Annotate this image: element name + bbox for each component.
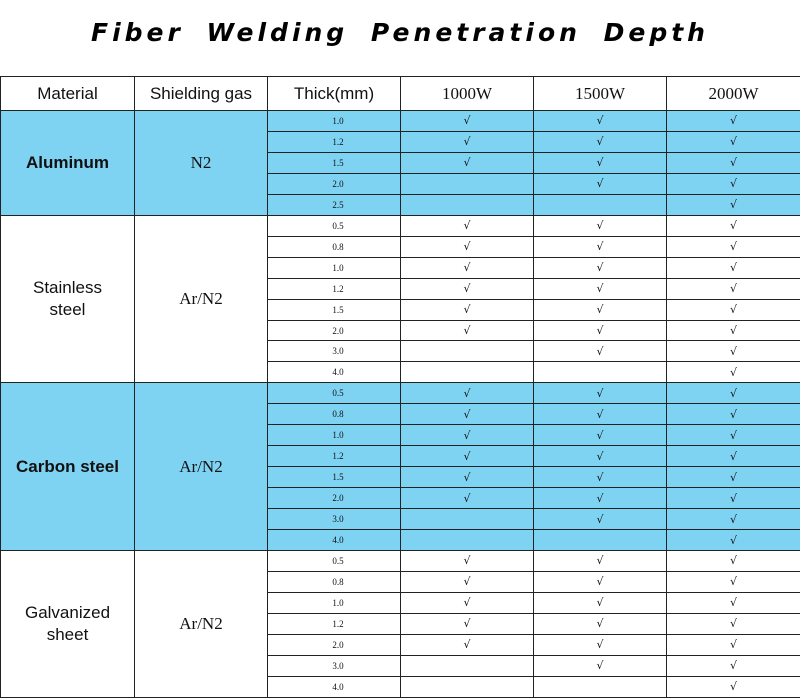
check-mark-cell-1500w: √ (534, 215, 667, 236)
check-mark-cell-1500w (534, 194, 667, 215)
thickness-cell: 0.5 (268, 215, 401, 236)
check-mark-cell-1000w (401, 194, 534, 215)
check-mark-cell-2000w: √ (667, 676, 800, 697)
material-cell: Galvanized sheet (1, 551, 135, 698)
shielding-gas-cell: Ar/N2 (135, 215, 268, 383)
thickness-cell: 0.8 (268, 404, 401, 425)
check-mark-cell-1000w: √ (401, 613, 534, 634)
check-mark-cell-1500w (534, 676, 667, 697)
check-mark-cell-1000w: √ (401, 571, 534, 592)
check-mark-cell-1000w (401, 341, 534, 362)
check-mark-cell-2000w: √ (667, 488, 800, 509)
check-mark-cell-2000w: √ (667, 551, 800, 572)
shielding-gas-cell: Ar/N2 (135, 551, 268, 698)
check-mark-cell-1000w (401, 362, 534, 383)
thickness-cell: 1.5 (268, 467, 401, 488)
check-mark-cell-2000w: √ (667, 111, 800, 132)
header-1500w: 1500W (534, 77, 667, 111)
thickness-cell: 0.5 (268, 383, 401, 404)
check-mark-cell-1500w: √ (534, 152, 667, 173)
check-mark-cell-1500w: √ (534, 341, 667, 362)
table-row (1, 383, 800, 404)
check-mark-cell-1500w: √ (534, 173, 667, 194)
check-mark-cell-2000w: √ (667, 655, 800, 676)
thickness-cell: 1.0 (268, 257, 401, 278)
check-mark-cell-2000w: √ (667, 320, 800, 341)
thickness-cell: 1.2 (268, 613, 401, 634)
check-mark-cell-1000w: √ (401, 152, 534, 173)
thickness-cell: 1.0 (268, 111, 401, 132)
check-mark-cell-1500w: √ (534, 425, 667, 446)
check-mark-cell-1500w: √ (534, 592, 667, 613)
check-mark-cell-1000w (401, 509, 534, 530)
check-mark-cell-2000w: √ (667, 299, 800, 320)
header-row (1, 77, 800, 111)
header-1000w: 1000W (401, 77, 534, 111)
table-row (1, 551, 800, 572)
thickness-cell: 1.2 (268, 446, 401, 467)
table-row (1, 215, 800, 236)
check-mark-cell-2000w: √ (667, 383, 800, 404)
check-mark-cell-1500w: √ (534, 467, 667, 488)
check-mark-cell-2000w: √ (667, 509, 800, 530)
check-mark-cell-1000w (401, 676, 534, 697)
check-mark-cell-1000w: √ (401, 467, 534, 488)
thickness-cell: 1.5 (268, 299, 401, 320)
check-mark-cell-1000w: √ (401, 236, 534, 257)
check-mark-cell-1500w: √ (534, 111, 667, 132)
check-mark-cell-1000w: √ (401, 111, 534, 132)
check-mark-cell-2000w: √ (667, 467, 800, 488)
check-mark-cell-1500w: √ (534, 404, 667, 425)
check-mark-cell-1500w: √ (534, 320, 667, 341)
check-mark-cell-2000w: √ (667, 362, 800, 383)
check-mark-cell-1000w: √ (401, 592, 534, 613)
thickness-cell: 0.5 (268, 551, 401, 572)
thickness-cell: 1.2 (268, 131, 401, 152)
material-cell: Stainless steel (1, 215, 135, 383)
thickness-cell: 1.0 (268, 592, 401, 613)
check-mark-cell-2000w: √ (667, 425, 800, 446)
check-mark-cell-1500w: √ (534, 383, 667, 404)
check-mark-cell-1000w (401, 173, 534, 194)
check-mark-cell-2000w: √ (667, 236, 800, 257)
thickness-cell: 2.5 (268, 194, 401, 215)
check-mark-cell-1000w: √ (401, 425, 534, 446)
check-mark-cell-1000w: √ (401, 257, 534, 278)
check-mark-cell-1000w: √ (401, 634, 534, 655)
thickness-cell: 3.0 (268, 655, 401, 676)
thickness-cell: 2.0 (268, 173, 401, 194)
table-row (1, 111, 800, 132)
thickness-cell: 2.0 (268, 634, 401, 655)
header-material: Material (1, 77, 135, 111)
material-cell: Carbon steel (1, 383, 135, 551)
header-thickness: Thick(mm) (268, 77, 401, 111)
check-mark-cell-1500w: √ (534, 257, 667, 278)
check-mark-cell-1500w: √ (534, 509, 667, 530)
thickness-cell: 1.2 (268, 278, 401, 299)
thickness-cell: 2.0 (268, 488, 401, 509)
check-mark-cell-1000w (401, 655, 534, 676)
check-mark-cell-2000w: √ (667, 152, 800, 173)
check-mark-cell-1500w: √ (534, 446, 667, 467)
check-mark-cell-2000w: √ (667, 592, 800, 613)
check-mark-cell-1000w: √ (401, 131, 534, 152)
check-mark-cell-2000w: √ (667, 194, 800, 215)
material-cell: Aluminum (1, 111, 135, 216)
check-mark-cell-1500w: √ (534, 655, 667, 676)
check-mark-cell-1500w: √ (534, 613, 667, 634)
check-mark-cell-1000w (401, 530, 534, 551)
thickness-cell: 4.0 (268, 676, 401, 697)
check-mark-cell-1500w (534, 362, 667, 383)
thickness-cell: 4.0 (268, 362, 401, 383)
check-mark-cell-1000w: √ (401, 551, 534, 572)
check-mark-cell-1500w: √ (534, 278, 667, 299)
check-mark-cell-2000w: √ (667, 634, 800, 655)
check-mark-cell-1000w: √ (401, 278, 534, 299)
check-mark-cell-2000w: √ (667, 530, 800, 551)
check-mark-cell-2000w: √ (667, 173, 800, 194)
check-mark-cell-2000w: √ (667, 257, 800, 278)
check-mark-cell-1000w: √ (401, 488, 534, 509)
check-mark-cell-2000w: √ (667, 446, 800, 467)
check-mark-cell-2000w: √ (667, 341, 800, 362)
shielding-gas-cell: N2 (135, 111, 268, 216)
penetration-table (0, 76, 800, 698)
check-mark-cell-1000w: √ (401, 320, 534, 341)
thickness-cell: 1.5 (268, 152, 401, 173)
check-mark-cell-2000w: √ (667, 131, 800, 152)
check-mark-cell-1500w (534, 530, 667, 551)
thickness-cell: 0.8 (268, 236, 401, 257)
check-mark-cell-2000w: √ (667, 404, 800, 425)
check-mark-cell-1500w: √ (534, 488, 667, 509)
thickness-cell: 0.8 (268, 571, 401, 592)
check-mark-cell-1500w: √ (534, 571, 667, 592)
check-mark-cell-1000w: √ (401, 215, 534, 236)
check-mark-cell-2000w: √ (667, 613, 800, 634)
page-title: Fiber Welding Penetration Depth (91, 18, 709, 47)
header-shielding-gas: Shielding gas (135, 77, 268, 111)
check-mark-cell-2000w: √ (667, 215, 800, 236)
check-mark-cell-1500w: √ (534, 131, 667, 152)
check-mark-cell-1500w: √ (534, 551, 667, 572)
check-mark-cell-1500w: √ (534, 299, 667, 320)
thickness-cell: 3.0 (268, 341, 401, 362)
thickness-cell: 2.0 (268, 320, 401, 341)
table-body (1, 111, 800, 698)
shielding-gas-cell: Ar/N2 (135, 383, 268, 551)
check-mark-cell-1000w: √ (401, 446, 534, 467)
check-mark-cell-2000w: √ (667, 278, 800, 299)
check-mark-cell-1500w: √ (534, 634, 667, 655)
check-mark-cell-1000w: √ (401, 299, 534, 320)
check-mark-cell-2000w: √ (667, 571, 800, 592)
thickness-cell: 4.0 (268, 530, 401, 551)
thickness-cell: 3.0 (268, 509, 401, 530)
thickness-cell: 1.0 (268, 425, 401, 446)
check-mark-cell-1000w: √ (401, 404, 534, 425)
check-mark-cell-1500w: √ (534, 236, 667, 257)
header-2000w: 2000W (667, 77, 800, 111)
check-mark-cell-1000w: √ (401, 383, 534, 404)
